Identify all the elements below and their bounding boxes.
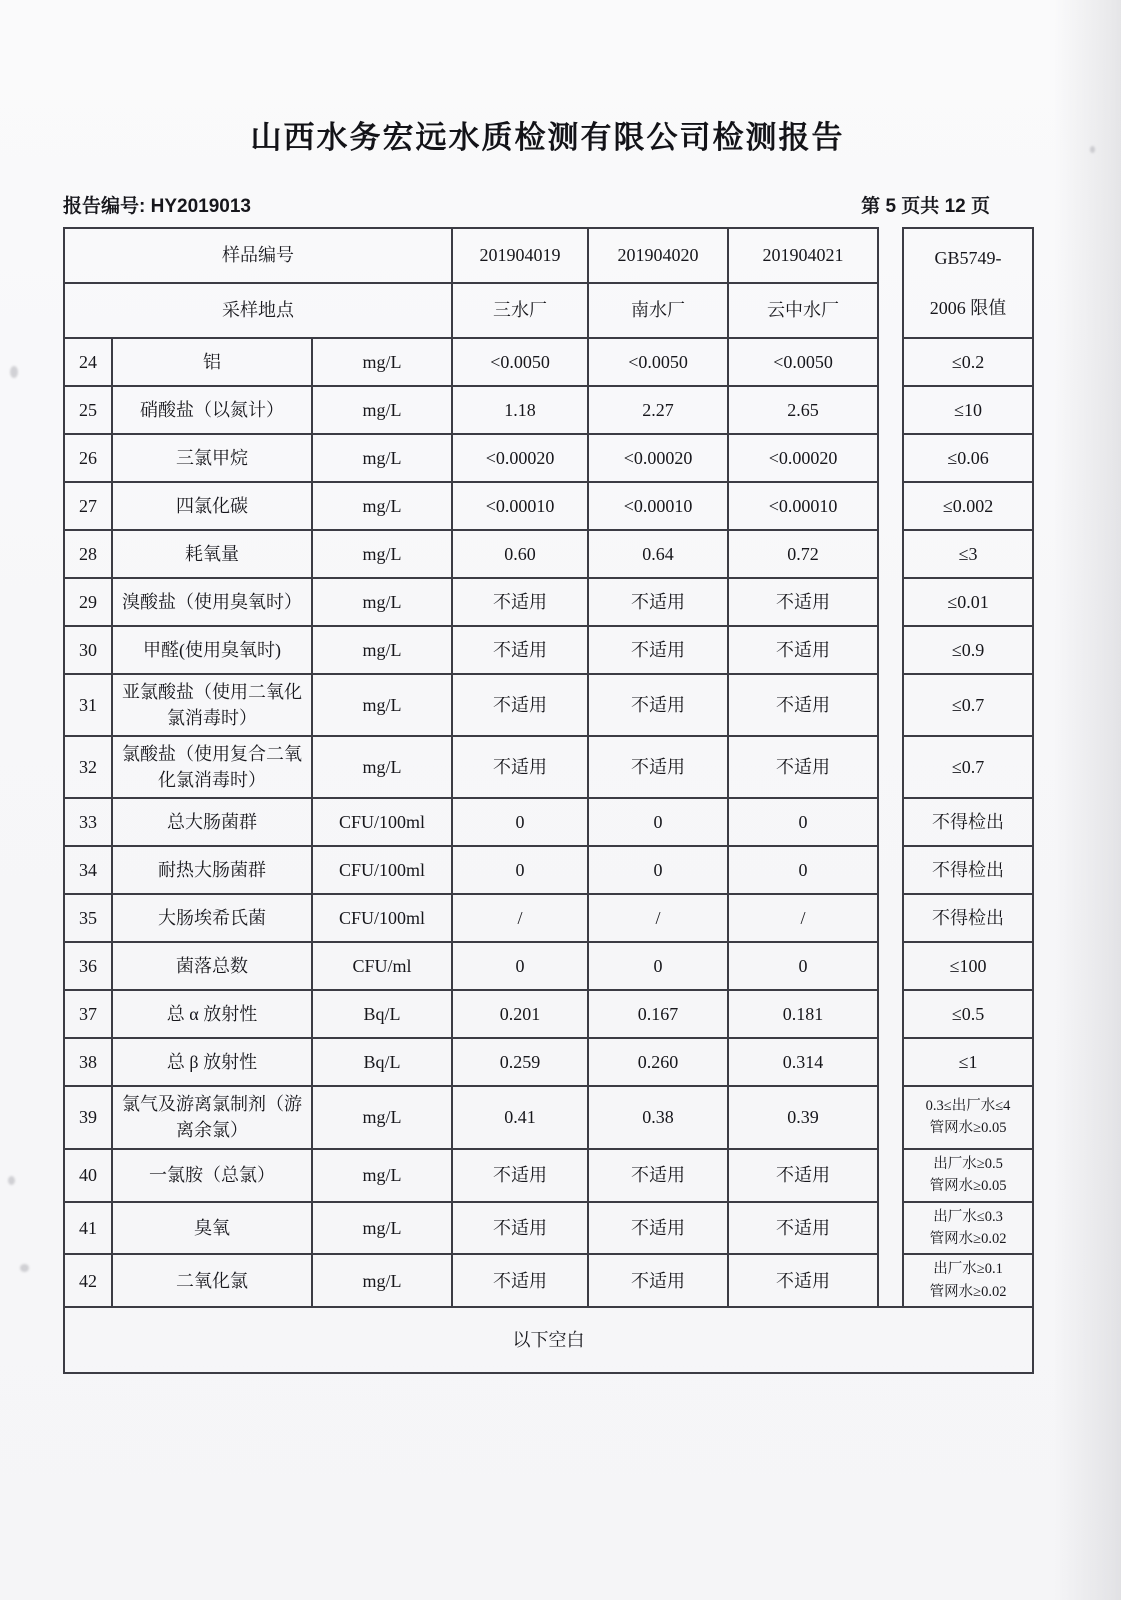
scan-speck	[10, 366, 18, 378]
table-row	[64, 990, 1033, 1038]
table-header-row-locations	[64, 283, 1033, 338]
report-table-footer	[64, 1307, 1033, 1373]
value-cell: 不适用	[588, 1149, 728, 1202]
value-cell: 不适用	[588, 1202, 728, 1255]
row-no-cell: 35	[64, 894, 112, 942]
limit-line: 出厂水≥0.1	[933, 1261, 1003, 1278]
value-cell: 0.314	[728, 1038, 878, 1086]
value-cell: <0.0050	[728, 338, 878, 386]
row-no-cell: 41	[64, 1202, 112, 1255]
value-cell: 0	[588, 846, 728, 894]
value-cell: 不适用	[728, 1149, 878, 1202]
value-cell: <0.0050	[588, 338, 728, 386]
limit-cell	[903, 894, 1033, 942]
limit-line: 管网水≥0.05	[929, 1178, 1007, 1195]
value-cell: 0	[452, 798, 588, 846]
table-gap	[878, 942, 903, 990]
limit-cell	[903, 386, 1033, 434]
table-gap	[878, 1202, 903, 1255]
limit-cell	[903, 990, 1033, 1038]
row-no-cell: 28	[64, 530, 112, 578]
limit-line: ≤10	[954, 399, 982, 420]
value-cell: 1.18	[452, 386, 588, 434]
table-row	[64, 386, 1033, 434]
limit-line: 管网水≥0.05	[929, 1120, 1007, 1137]
limit-line: 不得检出	[932, 860, 1005, 881]
value-cell: 不适用	[452, 674, 588, 736]
scan-speck	[8, 1176, 15, 1185]
limit-cell	[903, 578, 1033, 626]
table-gap	[878, 578, 903, 626]
value-cell: 不适用	[452, 1149, 588, 1202]
table-gap	[878, 1149, 903, 1202]
limit-cell	[903, 674, 1033, 736]
row-no-cell: 32	[64, 736, 112, 798]
limit-cell	[903, 1254, 1033, 1307]
page-indicator: 第 5 页共 12 页	[861, 196, 990, 217]
limit-line: ≤0.06	[947, 447, 989, 468]
value-cell: <0.0050	[452, 338, 588, 386]
limit-line: 管网水≥0.02	[929, 1230, 1007, 1247]
value-cell: 0	[728, 798, 878, 846]
table-row	[64, 626, 1033, 674]
limit-cell	[903, 942, 1033, 990]
value-cell: 不适用	[452, 736, 588, 798]
unit-cell: Bq/L	[312, 1038, 452, 1086]
value-cell: 不适用	[588, 736, 728, 798]
table-row	[64, 894, 1033, 942]
unit-cell: mg/L	[312, 674, 452, 736]
limit-line: 0.3≤出厂水≤4	[925, 1098, 1011, 1114]
value-cell: 不适用	[588, 626, 728, 674]
param-name-cell: 硝酸盐（以氮计）	[112, 386, 312, 434]
param-name-cell: 甲醛(使用臭氧时)	[112, 626, 312, 674]
limit-cell	[903, 798, 1033, 846]
value-cell: 不适用	[588, 674, 728, 736]
value-cell: 不适用	[588, 1254, 728, 1307]
table-gap	[878, 283, 903, 338]
limit-standard-header-cell	[903, 228, 1033, 338]
value-cell: <0.00020	[452, 434, 588, 482]
limit-line: 管网水≥0.02	[929, 1283, 1007, 1300]
param-name-cell: 大肠埃希氏菌	[112, 894, 312, 942]
limit-cell	[903, 1038, 1033, 1086]
table-gap	[878, 1086, 903, 1148]
unit-cell: CFU/ml	[312, 942, 452, 990]
table-gap	[878, 990, 903, 1038]
row-no-cell: 33	[64, 798, 112, 846]
param-name-cell: 耗氧量	[112, 530, 312, 578]
limit-line: ≤0.2	[951, 351, 985, 372]
unit-cell: mg/L	[312, 434, 452, 482]
table-row	[64, 736, 1033, 798]
limit-line: ≤0.7	[951, 695, 985, 716]
scan-speck	[20, 1264, 29, 1272]
param-name-cell: 二氧化氯	[112, 1254, 312, 1307]
limit-cell	[903, 736, 1033, 798]
limit-line: ≤0.9	[951, 639, 985, 660]
limit-cell	[903, 434, 1033, 482]
location-cell: 南水厂	[588, 283, 728, 338]
report-table	[63, 227, 1034, 1374]
unit-cell: CFU/100ml	[312, 894, 452, 942]
value-cell: 不适用	[588, 578, 728, 626]
limit-cell	[903, 530, 1033, 578]
row-no-cell: 24	[64, 338, 112, 386]
table-gap	[878, 626, 903, 674]
param-name-cell: 氯酸盐（使用复合二氧化氯消毒时）	[112, 736, 312, 798]
unit-cell: CFU/100ml	[312, 846, 452, 894]
param-name-cell: 总大肠菌群	[112, 798, 312, 846]
value-cell: 0.60	[452, 530, 588, 578]
limit-line: 出厂水≤0.3	[933, 1208, 1003, 1225]
param-name-cell: 总 α 放射性	[112, 990, 312, 1038]
table-row	[64, 846, 1033, 894]
param-name-cell: 四氯化碳	[112, 482, 312, 530]
param-name-cell: 氯气及游离氯制剂（游离余氯）	[112, 1086, 312, 1148]
value-cell: 0	[728, 846, 878, 894]
table-row	[64, 1086, 1033, 1148]
value-cell: 0	[728, 942, 878, 990]
value-cell: 2.27	[588, 386, 728, 434]
value-cell: 0.260	[588, 1038, 728, 1086]
limit-cell	[903, 846, 1033, 894]
value-cell: 0	[588, 798, 728, 846]
location-label-cell: 采样地点	[64, 283, 452, 338]
page-title: 山西水务宏远水质检测有限公司检测报告	[250, 120, 845, 155]
value-cell: 不适用	[452, 1254, 588, 1307]
limit-line: ≤0.01	[947, 591, 989, 612]
unit-cell: mg/L	[312, 1254, 452, 1307]
limit-cell	[903, 482, 1033, 530]
limit-cell	[903, 1202, 1033, 1255]
limit-standard-line2: 2006 限值	[929, 298, 1007, 318]
value-cell: 0.181	[728, 990, 878, 1038]
value-cell: 0	[452, 846, 588, 894]
value-cell: <0.00020	[588, 434, 728, 482]
value-cell: 0.72	[728, 530, 878, 578]
unit-cell: mg/L	[312, 1202, 452, 1255]
row-no-cell: 31	[64, 674, 112, 736]
table-gap	[878, 894, 903, 942]
sample-id-label-cell: 样品编号	[64, 228, 452, 283]
value-cell: 不适用	[452, 578, 588, 626]
value-cell: 0.41	[452, 1086, 588, 1148]
table-gap	[878, 386, 903, 434]
table-row	[64, 482, 1033, 530]
table-row	[64, 530, 1033, 578]
limit-line: ≤0.7	[951, 757, 985, 778]
unit-cell: mg/L	[312, 578, 452, 626]
param-name-cell: 三氯甲烷	[112, 434, 312, 482]
report-meta-row	[63, 191, 1032, 218]
limit-cell	[903, 1086, 1033, 1148]
value-cell: 不适用	[728, 1254, 878, 1307]
limit-line: 出厂水≥0.5	[933, 1155, 1003, 1172]
row-no-cell: 30	[64, 626, 112, 674]
table-gap	[878, 798, 903, 846]
table-row	[64, 942, 1033, 990]
limit-line: ≤3	[958, 543, 978, 564]
row-no-cell: 27	[64, 482, 112, 530]
limit-line: 不得检出	[932, 812, 1005, 833]
value-cell: 0.259	[452, 1038, 588, 1086]
param-name-cell: 一氯胺（总氯）	[112, 1149, 312, 1202]
value-cell: 0.39	[728, 1086, 878, 1148]
value-cell: <0.00020	[728, 434, 878, 482]
value-cell: 不适用	[728, 1202, 878, 1255]
row-no-cell: 25	[64, 386, 112, 434]
table-gap	[878, 846, 903, 894]
row-no-cell: 38	[64, 1038, 112, 1086]
limit-standard-line1: GB5749-	[934, 248, 1002, 268]
value-cell: 0	[588, 942, 728, 990]
sample-id-cell: 201904021	[728, 228, 878, 283]
table-row	[64, 1038, 1033, 1086]
sample-id-cell: 201904020	[588, 228, 728, 283]
table-gap	[878, 1254, 903, 1307]
row-no-cell: 40	[64, 1149, 112, 1202]
table-row	[64, 674, 1033, 736]
value-cell: 0.167	[588, 990, 728, 1038]
row-no-cell: 34	[64, 846, 112, 894]
value-cell: <0.00010	[452, 482, 588, 530]
report-table-header	[64, 228, 1033, 338]
table-gap	[878, 1038, 903, 1086]
param-name-cell: 耐热大肠菌群	[112, 846, 312, 894]
param-name-cell: 菌落总数	[112, 942, 312, 990]
value-cell: 不适用	[728, 626, 878, 674]
unit-cell: mg/L	[312, 1086, 452, 1148]
limit-line: ≤0.002	[942, 495, 994, 516]
value-cell: <0.00010	[588, 482, 728, 530]
footer-note-cell: 以下空白	[64, 1307, 1033, 1373]
row-no-cell: 42	[64, 1254, 112, 1307]
table-row	[64, 1254, 1033, 1307]
limit-cell	[903, 338, 1033, 386]
table-header-row-sample-ids	[64, 228, 1033, 283]
row-no-cell: 29	[64, 578, 112, 626]
unit-cell: Bq/L	[312, 990, 452, 1038]
table-gap	[878, 228, 903, 283]
unit-cell: mg/L	[312, 530, 452, 578]
table-gap	[878, 674, 903, 736]
report-sheet	[63, 0, 1032, 1374]
row-no-cell: 26	[64, 434, 112, 482]
location-cell: 云中水厂	[728, 283, 878, 338]
param-name-cell: 铝	[112, 338, 312, 386]
limit-line: 不得检出	[932, 908, 1005, 929]
value-cell: 0.201	[452, 990, 588, 1038]
unit-cell: mg/L	[312, 482, 452, 530]
table-gap	[878, 736, 903, 798]
limit-line: ≤1	[958, 1052, 978, 1073]
value-cell: 不适用	[452, 626, 588, 674]
unit-cell: mg/L	[312, 338, 452, 386]
unit-cell: mg/L	[312, 736, 452, 798]
value-cell: 0.64	[588, 530, 728, 578]
table-gap	[878, 530, 903, 578]
table-row	[64, 1149, 1033, 1202]
sample-id-cell: 201904019	[452, 228, 588, 283]
table-gap	[878, 338, 903, 386]
scan-speck	[1090, 146, 1095, 153]
value-cell: 0	[452, 942, 588, 990]
unit-cell: mg/L	[312, 626, 452, 674]
table-row	[64, 338, 1033, 386]
row-no-cell: 39	[64, 1086, 112, 1148]
value-cell: 不适用	[728, 674, 878, 736]
param-name-cell: 溴酸盐（使用臭氧时）	[112, 578, 312, 626]
table-row	[64, 1202, 1033, 1255]
unit-cell: mg/L	[312, 386, 452, 434]
table-footer-row	[64, 1307, 1033, 1373]
table-row	[64, 578, 1033, 626]
value-cell: <0.00010	[728, 482, 878, 530]
value-cell: 2.65	[728, 386, 878, 434]
row-no-cell: 36	[64, 942, 112, 990]
report-table-body	[64, 338, 1033, 1307]
value-cell: 不适用	[452, 1202, 588, 1255]
param-name-cell: 总 β 放射性	[112, 1038, 312, 1086]
limit-line: ≤100	[949, 956, 987, 977]
value-cell: /	[588, 894, 728, 942]
unit-cell: CFU/100ml	[312, 798, 452, 846]
table-row	[64, 434, 1033, 482]
table-gap	[878, 482, 903, 530]
limit-cell	[903, 1149, 1033, 1202]
row-no-cell: 37	[64, 990, 112, 1038]
location-cell: 三水厂	[452, 283, 588, 338]
limit-cell	[903, 626, 1033, 674]
value-cell: /	[728, 894, 878, 942]
unit-cell: mg/L	[312, 1149, 452, 1202]
param-name-cell: 亚氯酸盐（使用二氧化氯消毒时）	[112, 674, 312, 736]
table-row	[64, 798, 1033, 846]
table-gap	[878, 434, 903, 482]
value-cell: /	[452, 894, 588, 942]
report-number: 报告编号: HY2019013	[63, 196, 251, 217]
limit-line: ≤0.5	[951, 1004, 985, 1025]
param-name-cell: 臭氧	[112, 1202, 312, 1255]
value-cell: 0.38	[588, 1086, 728, 1148]
value-cell: 不适用	[728, 736, 878, 798]
value-cell: 不适用	[728, 578, 878, 626]
